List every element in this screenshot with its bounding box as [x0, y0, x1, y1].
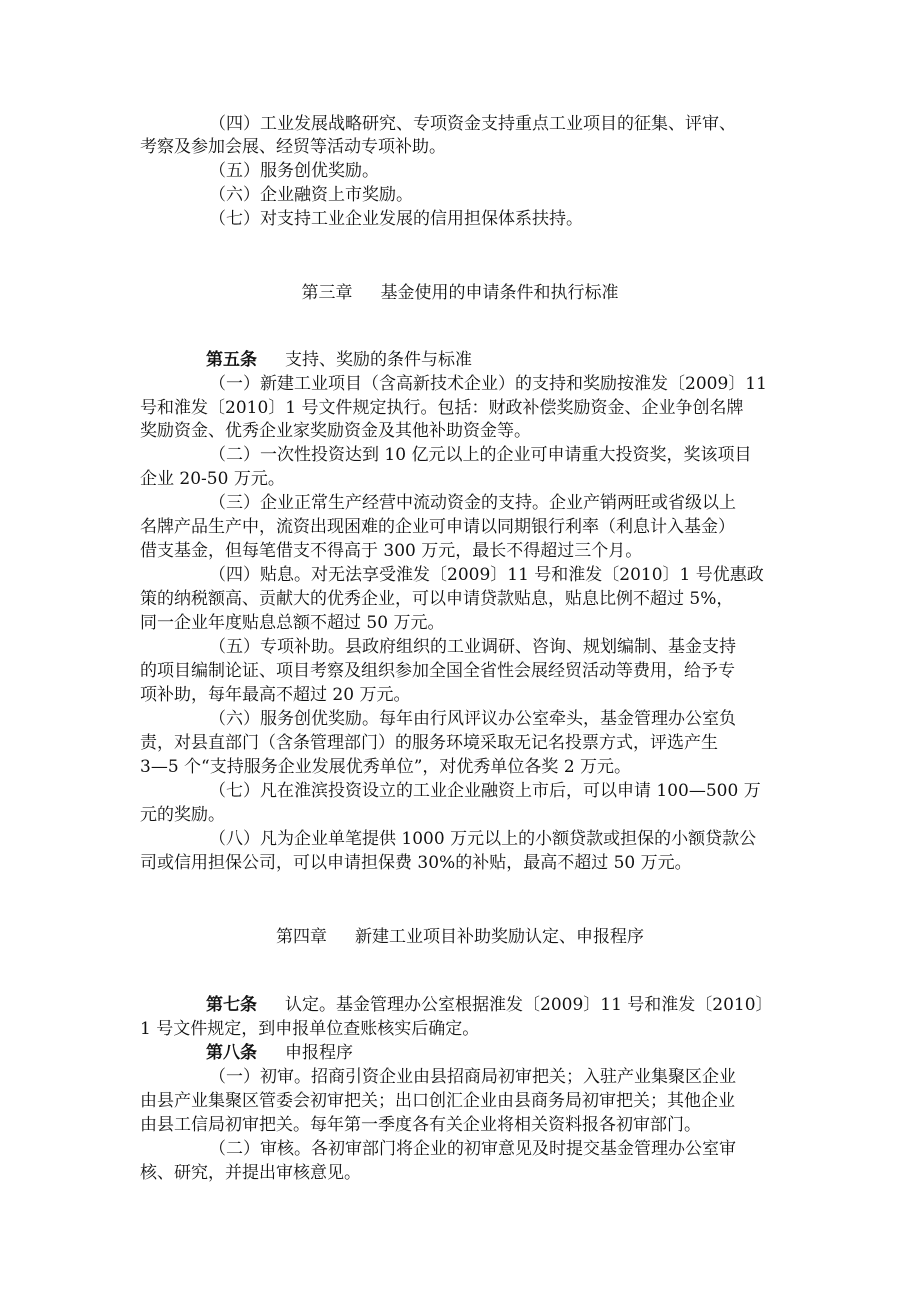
text-line: 由县产业集聚区管委会初审把关；出口创汇企业由县商务局初审把关；其他企业 [140, 1091, 735, 1111]
text-line: （五）专项补助。县政府组织的工业调研、咨询、规划编制、基金支持 [209, 637, 736, 657]
text-line: 核、研究，并提出审核意见。 [140, 1163, 361, 1183]
article-heading [206, 349, 472, 371]
text-line: 元的奖励。 [140, 805, 225, 825]
text-line: （七）对支持工业企业发展的信用担保体系扶持。 [209, 209, 583, 229]
text-line: （三）企业正常生产经营中流动资金的支持。企业产销两旺或省级以上 [209, 493, 736, 513]
text-line: 策的纳税额高、贡献大的优秀企业，可以申请贷款贴息，贴息比例不超过 5%， [140, 589, 734, 609]
text-line: （八）凡为企业单笔提供 1000 万元以上的小额贷款或担保的小额贷款公 [209, 829, 757, 849]
article-title: 支持、奖励的条件与标准 [285, 350, 472, 370]
article-label: 第八条 [206, 1043, 257, 1063]
chapter-number: 第三章 [301, 283, 353, 303]
article-heading [206, 1042, 353, 1064]
text-line: 同一企业年度贴息总额不超过 50 万元。 [140, 613, 445, 633]
text-line: 借支基金，但每笔借支不得高于 300 万元，最长不得超过三个月。 [140, 541, 643, 561]
text-line: （四）工业发展战略研究、专项资金支持重点工业项目的征集、评审、 [209, 114, 736, 134]
text-line: （二）一次性投资达到 10 亿元以上的企业可申请重大投资奖，奖该项目 [209, 445, 752, 465]
text-line: 司或信用担保公司，可以申请担保费 30%的补贴，最高不超过 50 万元。 [140, 853, 692, 873]
text-line: 的项目编制论证、项目考察及组织参加全国全省性会展经贸活动等费用，给予专 [140, 661, 735, 681]
text-line: 奖励资金、优秀企业家奖励资金及其他补助资金等。 [140, 421, 531, 441]
text-line: 1 号文件规定，到申报单位查账核实后确定。 [140, 1019, 480, 1039]
article-label: 第七条 [206, 995, 257, 1015]
text-line: 企业 20-50 万元。 [140, 469, 285, 489]
text-line: 责，对县直部门（含条管理部门）的服务环境采取无记名投票方式，评选产生 [140, 733, 718, 753]
article-text: 认定。基金管理办公室根据淮发〔2009〕11 号和淮发〔2010〕 [285, 995, 773, 1015]
text-line: （二）审核。各初审部门将企业的初审意见及时提交基金管理办公室审 [209, 1139, 736, 1159]
text-line: （六）企业融资上市奖励。 [209, 185, 413, 205]
text-line: 名牌产品生产中，流资出现困难的企业可申请以同期银行利率（利息计入基金） [140, 517, 735, 537]
text-line: （六）服务创优奖励。每年由行风评议办公室牵头，基金管理办公室负 [209, 709, 736, 729]
chapter-heading [0, 282, 920, 304]
text-line: （四）贴息。对无法享受淮发〔2009〕11 号和淮发〔2010〕1 号优惠政 [209, 565, 764, 585]
text-line: 3—5 个“支持服务企业发展优秀单位”，对优秀单位各奖 2 万元。 [140, 757, 632, 777]
text-line: 考察及参加会展、经贸等活动专项补助。 [140, 137, 446, 157]
text-line: （五）服务创优奖励。 [209, 161, 379, 181]
text-line: 由县工信局初审把关。每年第一季度各有关企业将相关资料报各初审部门。 [140, 1115, 701, 1135]
chapter-title: 基金使用的申请条件和执行标准 [380, 283, 619, 303]
text-line: 项补助，每年最高不超过 20 万元。 [140, 685, 411, 705]
article-label: 第五条 [206, 350, 257, 370]
text-line: （七）凡在淮滨投资设立的工业企业融资上市后，可以申请 100—500 万 [209, 781, 761, 801]
chapter-heading [0, 926, 920, 948]
chapter-title: 新建工业项目补助奖励认定、申报程序 [355, 927, 644, 947]
text-line: 号和淮发〔2010〕1 号文件规定执行。包括：财政补偿奖励资金、企业争创名牌 [140, 398, 744, 418]
text-line: （一）新建工业项目（含高新技术企业）的支持和奖励按淮发〔2009〕11 [209, 374, 767, 394]
text-line: （一）初审。招商引资企业由县招商局初审把关；入驻产业集聚区企业 [209, 1067, 736, 1087]
chapter-number: 第四章 [276, 927, 327, 947]
article-heading [206, 994, 773, 1016]
article-title: 申报程序 [285, 1043, 353, 1063]
